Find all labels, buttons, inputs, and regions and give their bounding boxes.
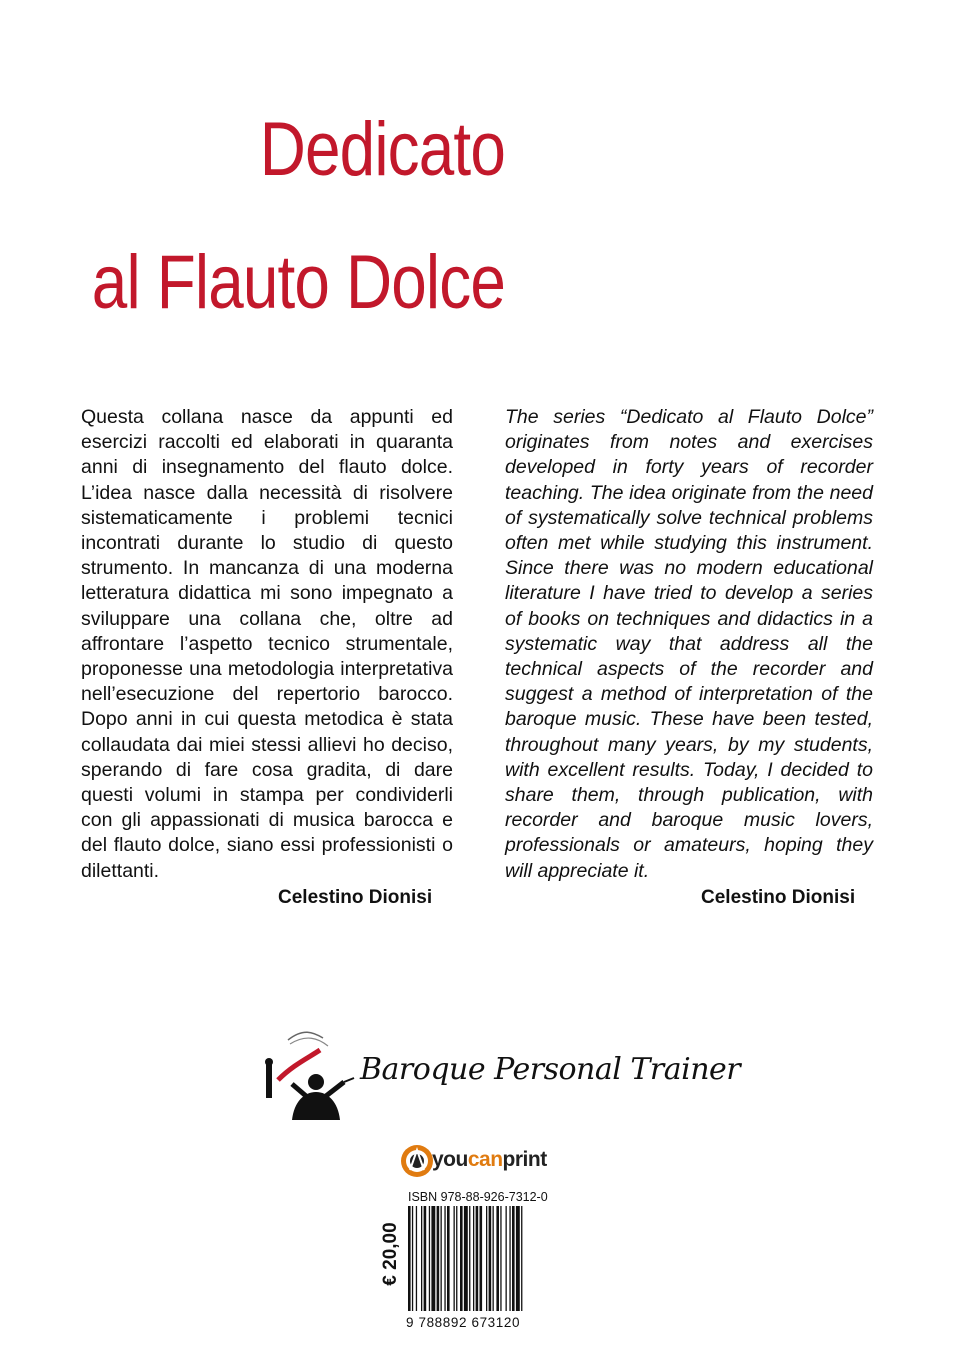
publisher-name	[432, 1148, 547, 1172]
brand-name: Baroque Personal Trainer	[360, 1052, 741, 1087]
barcode-icon	[408, 1206, 556, 1311]
english-text-column	[505, 405, 873, 884]
barcode-digits: 9 788892 673120	[406, 1315, 521, 1330]
publisher-name-part-1: you	[432, 1148, 468, 1171]
publisher-name-part-2: can	[467, 1148, 503, 1171]
publisher-name-part-3: print	[502, 1148, 547, 1171]
english-paragraph: The series “Dedicato al Flauto Dolce” originates from notes and exercises developed in forty years of recorder teaching. The idea originate from the need of systematically solve technical problems often met while studying this instrument. Since there was no modern educational literature I have tried to develop a series of books on techniques and didactics in a systematic way that address all the technical aspects of the recorder and suggest a method of interpretation of the baroque music. These have been tested, throughout many years, by my students, with excellent results. Today, I decided to share them, through publication, with recorder and baroque music lovers, professionals or amateurs, hoping they will appreciate it.	[505, 406, 873, 882]
italian-signature: Celestino Dionisi	[278, 887, 433, 908]
italian-paragraph: Questa collana nasce da appunti ed esercizi raccolti ed elaborati in quaranta anni di insegnamento del flauto dolce. L’idea nasce dalla necessità di risolvere sistematicamente i problemi tecnici incontrati durante lo studio di questo strumento. In mancanza di una moderna letteratura didattica mi sono impegnato a sviluppare una collana che, oltre ad affrontare l’aspetto tecnico strumentale, proponesse una metodologia interpretativa nell’esecuzione del repertorio barocco. Dopo anni in cui questa metodica è stata collaudata dai miei stessi allievi ho deciso, sperando di fare cosa gradita, di dare questi volumi in stampa per condividerli con gli appassionati di musica barocca e del flauto dolce, siano essi professionisti o dilettanti.	[81, 406, 453, 882]
price: € 20,00	[380, 1222, 401, 1286]
italian-text-column	[81, 405, 453, 884]
title-line-1: Dedicato	[259, 107, 505, 192]
youcanprint-logo-icon	[400, 1144, 434, 1178]
conductor-logo-icon	[258, 1020, 358, 1120]
title-line-2: al Flauto Dolce	[91, 240, 505, 325]
isbn-label: ISBN 978-88-926-7312-0	[408, 1190, 548, 1204]
english-signature: Celestino Dionisi	[701, 887, 856, 908]
publisher-logo	[400, 1144, 548, 1178]
